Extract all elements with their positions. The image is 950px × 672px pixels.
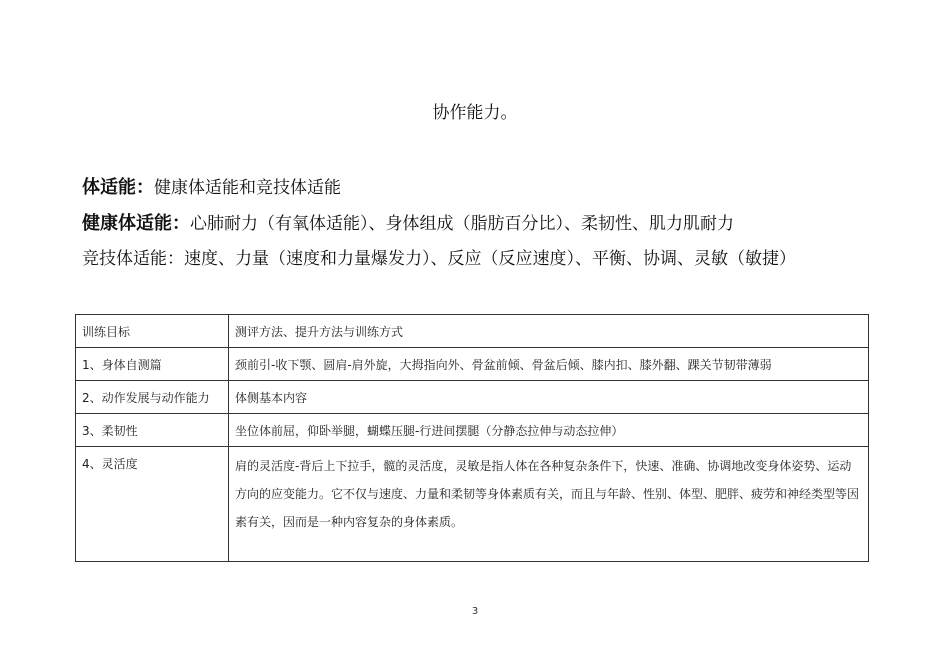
table-row: [76, 414, 869, 447]
definition-term: 体适能：: [82, 177, 154, 198]
definition-fitness: [82, 170, 902, 206]
table-row: [76, 381, 869, 414]
row-goal-cell: 1、身体自测篇: [76, 348, 229, 381]
row-method-cell: 肩的灵活度-背后上下拉手，髋的灵活度，灵敏是指人体在各种复杂条件下，快速、准确、协调地改变身体姿势、运动方向的应变能力。它不仅与速度、力量和柔韧等身体素质有关，而且与年龄、性别、体型、肥胖、疲劳和神经类型等因素有关，因而是一种内容复杂的身体素质。: [229, 447, 869, 562]
page-number: 3: [471, 606, 479, 617]
table-header-row: [76, 315, 869, 348]
row-goal-cell: 3、柔韧性: [76, 414, 229, 447]
row-method-cell: 坐位体前屈，仰卧举腿，蝴蝶压腿-行进间摆腿（分静态拉伸与动态拉伸）: [229, 414, 869, 447]
table-row: [76, 348, 869, 381]
row-method-cell: 颈前引-收下颚、圆肩-肩外旋，大拇指向外、骨盆前倾、骨盆后倾、膝内扣、膝外翻、踝关节韧带薄弱: [229, 348, 869, 381]
definition-text: 心肺耐力（有氧体适能）、身体组成（脂肪百分比）、柔韧性、肌力肌耐力: [190, 214, 734, 234]
definition-term: 健康体适能：: [82, 213, 190, 234]
row-goal-cell: 2、动作发展与动作能力: [76, 381, 229, 414]
definition-text: 竞技体适能：速度、力量（速度和力量爆发力）、反应（反应速度）、平衡、协调、灵敏（敏捷）: [82, 249, 796, 269]
heading-fragment: 协作能力。: [432, 103, 518, 123]
training-table: [75, 314, 869, 562]
header-cell-method: 测评方法、提升方法与训练方式: [229, 315, 869, 348]
row-goal-cell: 4、灵活度: [76, 447, 229, 562]
header-cell-goal: 训练目标: [76, 315, 229, 348]
row-method-cell: 体侧基本内容: [229, 381, 869, 414]
definition-athletic-fitness: [82, 242, 902, 277]
table-row: [76, 447, 869, 562]
definition-text: 健康体适能和竞技体适能: [154, 178, 341, 198]
definition-health-fitness: [82, 206, 902, 242]
definitions-block: [82, 170, 902, 277]
